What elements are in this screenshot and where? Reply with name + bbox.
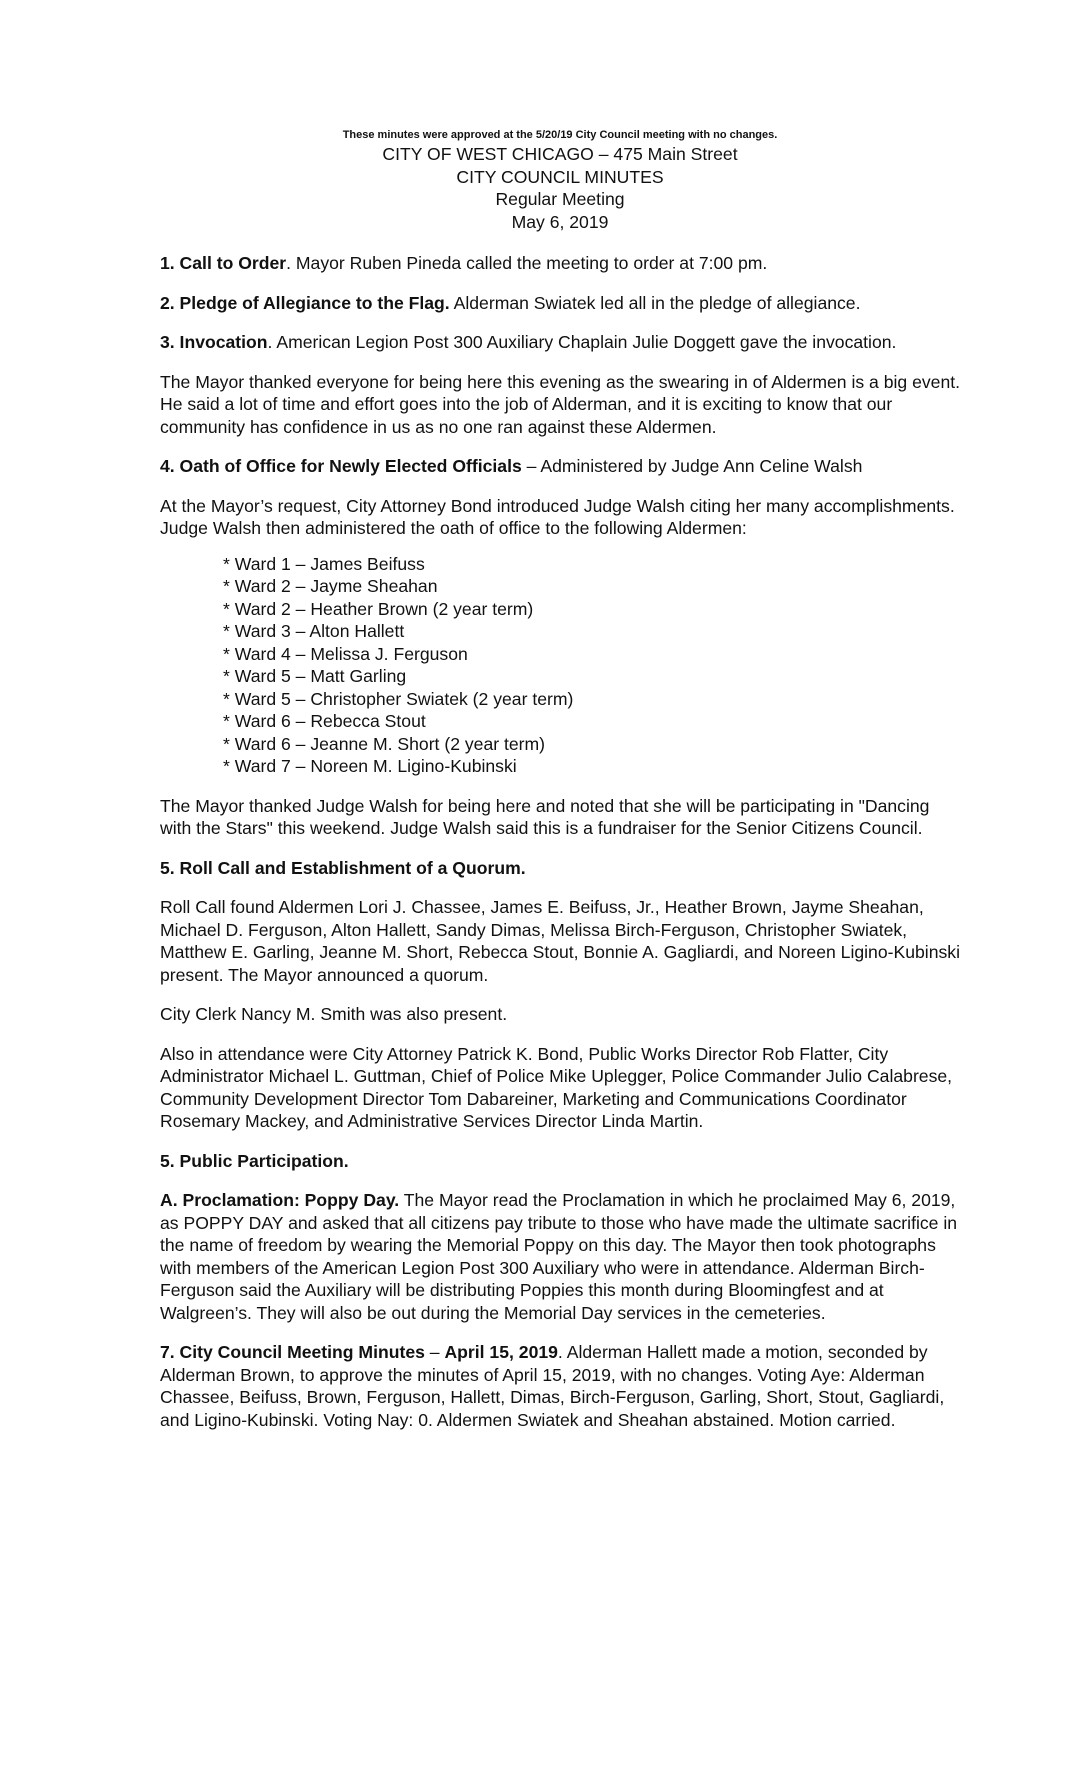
public-participation-heading: 5. Public Participation.: [160, 1150, 349, 1171]
city-name-address: CITY OF WEST CHICAGO – 475 Main Street: [382, 144, 738, 164]
list-item: * Ward 2 – Jayme Sheahan: [223, 576, 438, 596]
document-header: [160, 143, 960, 233]
invocation-text: . American Legion Post 300 Auxiliary Chaplain Julie Doggett gave the invocation.: [267, 332, 897, 352]
oath-text: – Administered by Judge Ann Celine Walsh: [521, 456, 863, 476]
aldermen-list: [160, 553, 960, 778]
oath-intro: At the Mayor’s request, City Attorney Bond introduced Judge Walsh citing her many accomplishments. Judge Walsh then administered the oath of office to the following Aldermen:: [160, 495, 955, 538]
invocation-heading: 3. Invocation: [160, 332, 268, 352]
call-to-order-text: . Mayor Ruben Pineda called the meeting to order at 7:00 pm.: [286, 253, 768, 273]
roll-call-heading: 5. Roll Call and Establishment of a Quorum.: [160, 857, 526, 878]
list-item: * Ward 4 – Melissa J. Ferguson: [223, 643, 468, 664]
list-item: * Ward 5 – Matt Garling: [223, 666, 407, 686]
proclamation-text: The Mayor read the Proclamation in which he proclaimed May 6, 2019, as POPPY DAY and asked that all citizens pay tribute to those who have made the ultimate sacrifice in the name of freedom by wearing the Memorial Poppy on this day. The Mayor then took photographs with members of the American Legion Post 300 Auxiliary who were in attendance. Alderman Birch-Ferguson said the Auxiliary will be distributing Poppies this month during Bloomingfest and at Walgreen’s. They will also be out during the Memorial Day services in the cemeteries.: [160, 1190, 958, 1323]
meeting-date: May 6, 2019: [511, 211, 609, 232]
section-proclamation: [160, 1189, 960, 1324]
pledge-heading: 2. Pledge of Allegiance to the Flag.: [160, 292, 450, 313]
section-minutes: [160, 1341, 960, 1431]
section-invocation: [160, 331, 960, 354]
city-clerk-text: City Clerk Nancy M. Smith was also present.: [160, 1004, 508, 1024]
mayor-remarks: The Mayor thanked everyone for being here this evening as the swearing in of Aldermen is a big event. He said a lot of time and effort goes into the job of Alderman, and it is exciting to know that our community has confidence in us as no one ran against these Aldermen.: [160, 371, 961, 437]
minutes-text: . Alderman Hallett made a motion, seconded by Alderman Brown, to approve the minutes of April 15, 2019, with no changes. Voting Aye: Alderman Chassee, Beifuss, Brown, Ferguson, Hallett, Dimas, Birch-Ferguson, Garling, Short, Stout, Gagliardi, and Ligino-Kubinski. Voting Nay: 0. Aldermen Swiatek and Sheahan abstained. Motion carried.: [160, 1342, 945, 1430]
minutes-page: [160, 128, 960, 1448]
roll-call-text: Roll Call found Aldermen Lori J. Chassee, James E. Beifuss, Jr., Heather Brown, Jayme Sheahan, Michael D. Ferguson, Alton Hallett, Sandy Dimas, Melissa Birch-Ferguson, Christopher Swiatek, Matthew E. Garling, Jeanne M. Short, Rebecca Stout, Bonnie A. Gagliardi, and Noreen Ligino-Kubinski present. The Mayor announced a quorum.: [160, 897, 960, 985]
list-item: * Ward 6 – Rebecca Stout: [223, 711, 426, 731]
document-title: CITY COUNCIL MINUTES: [456, 166, 664, 187]
list-item: * Ward 2 – Heather Brown (2 year term): [223, 598, 534, 619]
minutes-heading: 7. City Council Meeting Minutes: [160, 1342, 425, 1362]
list-item: * Ward 3 – Alton Hallett: [223, 621, 405, 641]
minutes-dash: –: [424, 1342, 445, 1362]
section-call-to-order: [160, 252, 960, 275]
oath-heading: 4. Oath of Office for Newly Elected Officials: [160, 456, 522, 476]
list-item: * Ward 5 – Christopher Swiatek (2 year term): [223, 688, 574, 709]
pledge-text: Alderman Swiatek led all in the pledge of allegiance.: [449, 292, 861, 313]
section-pledge: [160, 292, 960, 315]
list-item: * Ward 7 – Noreen M. Ligino-Kubinski: [223, 756, 517, 776]
list-item: * Ward 6 – Jeanne M. Short (2 year term): [223, 733, 546, 754]
minutes-date-heading: April 15, 2019: [444, 1342, 558, 1362]
approval-note: These minutes were approved at the 5/20/19 City Council meeting with no changes.: [342, 129, 778, 141]
meeting-type: Regular Meeting: [495, 189, 625, 209]
attendance-text: Also in attendance were City Attorney Patrick K. Bond, Public Works Director Rob Flatter, City Administrator Michael L. Guttman, Chief of Police Mike Uplegger, Police Commander Julio Calabrese, Community Development Director Tom Dabareiner, Marketing and Communications Coordinator Rosemary Mackey, and Administrative Services Director Linda Martin.: [160, 1043, 953, 1131]
list-item: * Ward 1 – James Beifuss: [223, 553, 425, 574]
call-to-order-heading: 1. Call to Order: [160, 253, 287, 273]
oath-closing: The Mayor thanked Judge Walsh for being here and noted that she will be participating in "Dancing with the Stars" this weekend. Judge Walsh said this is a fundraiser for the Senior Citizens Council.: [160, 795, 930, 838]
section-oath: [160, 455, 960, 478]
proclamation-heading: A. Proclamation: Poppy Day.: [160, 1190, 400, 1210]
